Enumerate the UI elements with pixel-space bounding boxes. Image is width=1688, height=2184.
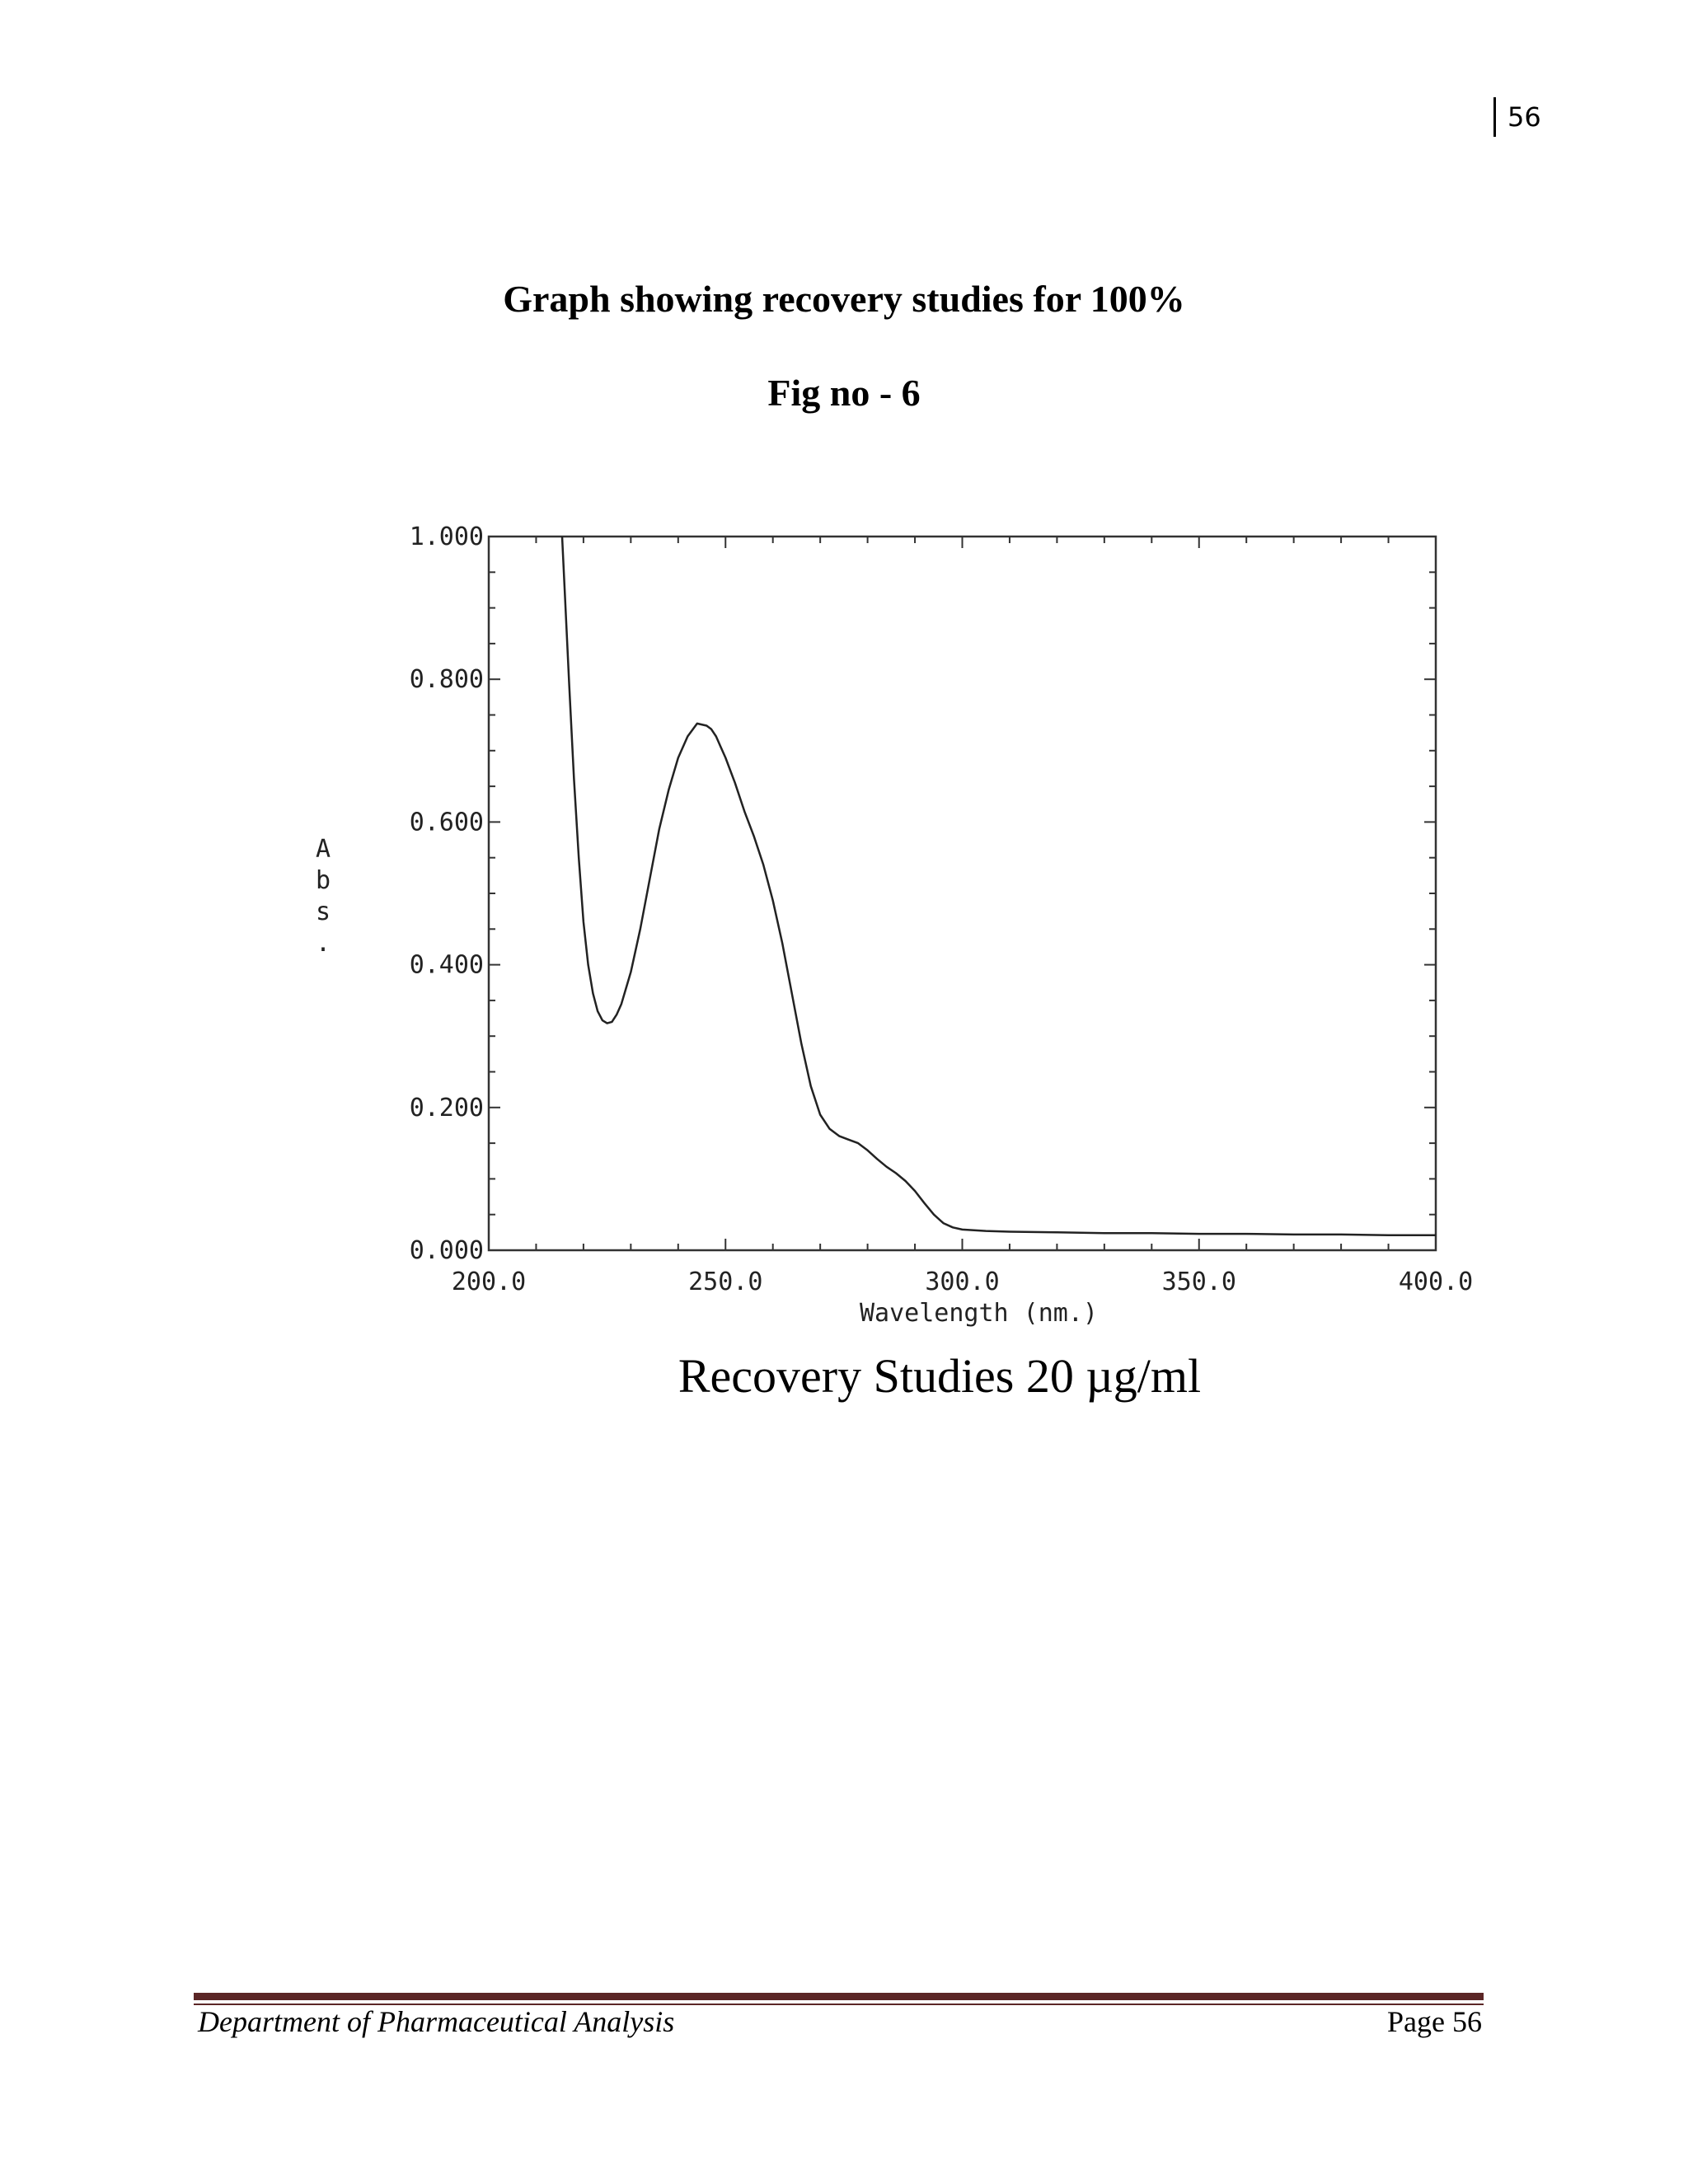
footer-rule-thick <box>194 1993 1484 2000</box>
chart-caption: Recovery Studies 20 µg/ml <box>678 1349 1202 1403</box>
x-tick-label: 400.0 <box>1398 1268 1474 1296</box>
absorbance-line <box>562 537 1436 1235</box>
page-title: Graph showing recovery studies for 100% <box>503 278 1185 320</box>
y-tick-label: 0.600 <box>409 808 484 837</box>
plot-frame <box>489 537 1436 1250</box>
x-tick-label: 300.0 <box>925 1268 1000 1296</box>
y-tick-label: 0.800 <box>409 665 484 695</box>
footer-department: Department of Pharmaceutical Analysis <box>198 2005 675 2038</box>
x-tick-label: 250.0 <box>688 1268 763 1296</box>
y-tick-label: 0.200 <box>409 1093 484 1122</box>
tick-labels <box>410 523 1473 1296</box>
y-tick-label: 0.000 <box>409 1236 484 1265</box>
header-page-number: 56 <box>1493 97 1541 137</box>
figure-label: Fig no - 6 <box>767 372 921 414</box>
y-tick-label: 1.000 <box>409 523 484 551</box>
x-tick-label: 350.0 <box>1161 1268 1236 1296</box>
plot-border <box>489 537 1436 1250</box>
series-group <box>562 537 1436 1235</box>
x-tick-label: 200.0 <box>451 1268 527 1296</box>
footer-page: Page 56 <box>1387 2005 1482 2038</box>
x-axis-label: Wavelength (nm.) <box>860 1299 1098 1328</box>
axis-ticks <box>489 537 1436 1250</box>
y-tick-label: 0.400 <box>409 950 484 980</box>
y-axis-label: A b s . <box>315 835 331 958</box>
